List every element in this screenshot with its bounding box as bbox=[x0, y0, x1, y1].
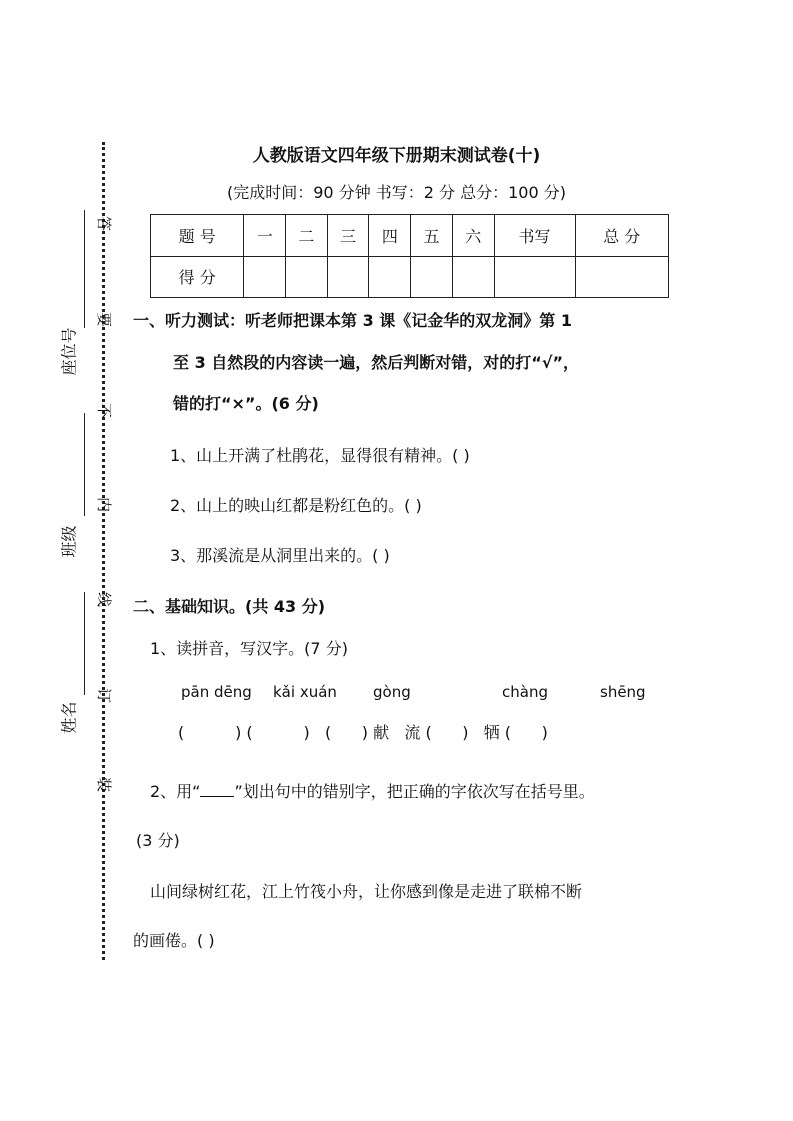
score-table-score-row bbox=[151, 256, 669, 298]
binding-dotted-line bbox=[102, 142, 105, 960]
score-header-cell: 二 bbox=[286, 215, 328, 257]
section1-heading-cont: 至 3 自然段的内容读一遍，然后判断对错，对的打“√”， bbox=[173, 353, 579, 372]
underline-sample bbox=[200, 782, 234, 797]
q2-instruction-start: 2、用“ bbox=[150, 782, 201, 801]
pinyin-word: chàng bbox=[502, 683, 548, 701]
binding-char: 线 bbox=[95, 591, 114, 608]
score-cell[interactable] bbox=[286, 256, 328, 298]
question-item: 1、山上开满了杜鹃花，显得很有精神。( ) bbox=[170, 446, 470, 465]
binding-char: 订 bbox=[95, 687, 114, 704]
q1-heading: 1、读拼音，写汉字。(7 分) bbox=[150, 639, 348, 658]
q2-instruction-end: ”划出句中的错别字，把正确的字依次写在括号里。 bbox=[234, 782, 595, 801]
class-fill-line bbox=[84, 413, 85, 516]
class-label: 班级 bbox=[59, 525, 79, 558]
section1-heading: 一、听力测试：听老师把课本第 3 课《记金华的双龙洞》第 1 bbox=[133, 311, 572, 330]
score-cell[interactable] bbox=[369, 256, 411, 298]
score-row-label: 得 分 bbox=[151, 256, 244, 298]
page-title: 人教版语文四年级下册期末测试卷(十) bbox=[252, 146, 541, 166]
q2-points: (3 分) bbox=[136, 831, 180, 850]
score-table-header-row bbox=[151, 215, 669, 257]
score-cell[interactable] bbox=[452, 256, 494, 298]
q2-sentence-cont: 的画倦。( ) bbox=[133, 931, 215, 950]
score-header-cell: 一 bbox=[244, 215, 286, 257]
score-cell[interactable] bbox=[411, 256, 453, 298]
binding-char: 不 bbox=[95, 402, 114, 419]
score-header-cell: 总 分 bbox=[575, 215, 668, 257]
score-header-cell: 六 bbox=[452, 215, 494, 257]
pinyin-word: gòng bbox=[373, 683, 411, 701]
score-cell[interactable] bbox=[575, 256, 668, 298]
score-header-cell: 题 号 bbox=[151, 215, 244, 257]
pinyin-word: shēng bbox=[600, 683, 646, 701]
section1-heading-cont: 错的打“×”。(6 分) bbox=[173, 394, 319, 413]
pinyin-word: pān dēng bbox=[181, 683, 252, 701]
binding-char: 内 bbox=[95, 496, 114, 513]
section2-heading: 二、基础知识。(共 43 分) bbox=[133, 597, 326, 616]
q2-instruction bbox=[150, 779, 595, 802]
score-table bbox=[150, 214, 669, 298]
binding-char: 装 bbox=[95, 776, 114, 793]
question-item: 2、山上的映山红都是粉红色的。( ) bbox=[170, 496, 422, 515]
score-cell[interactable] bbox=[494, 256, 575, 298]
score-header-cell: 五 bbox=[411, 215, 453, 257]
pinyin-word: kǎi xuán bbox=[273, 683, 337, 701]
q2-sentence: 山间绿树红花，江上竹筏小舟，让你感到像是走进了联棉不断 bbox=[150, 882, 583, 901]
question-item: 3、那溪流是从洞里出来的。( ) bbox=[170, 546, 390, 565]
name-fill-line bbox=[84, 592, 85, 695]
binding-char: 要 bbox=[95, 311, 114, 328]
seat-number-label: 座位号 bbox=[59, 327, 79, 376]
pinyin-answer-blanks: ( ) ( ) ( ) 献 流 ( ) 牺 ( ) bbox=[178, 723, 548, 742]
score-header-cell: 三 bbox=[327, 215, 369, 257]
seat-number-fill-line bbox=[84, 210, 85, 328]
score-cell[interactable] bbox=[244, 256, 286, 298]
score-header-cell: 四 bbox=[369, 215, 411, 257]
exam-info: (完成时间：90 分钟 书写：2 分 总分：100 分) bbox=[227, 183, 566, 202]
score-header-cell: 书写 bbox=[494, 215, 575, 257]
binding-char: 答 bbox=[95, 215, 114, 232]
name-label: 姓名 bbox=[59, 701, 79, 734]
score-cell[interactable] bbox=[327, 256, 369, 298]
